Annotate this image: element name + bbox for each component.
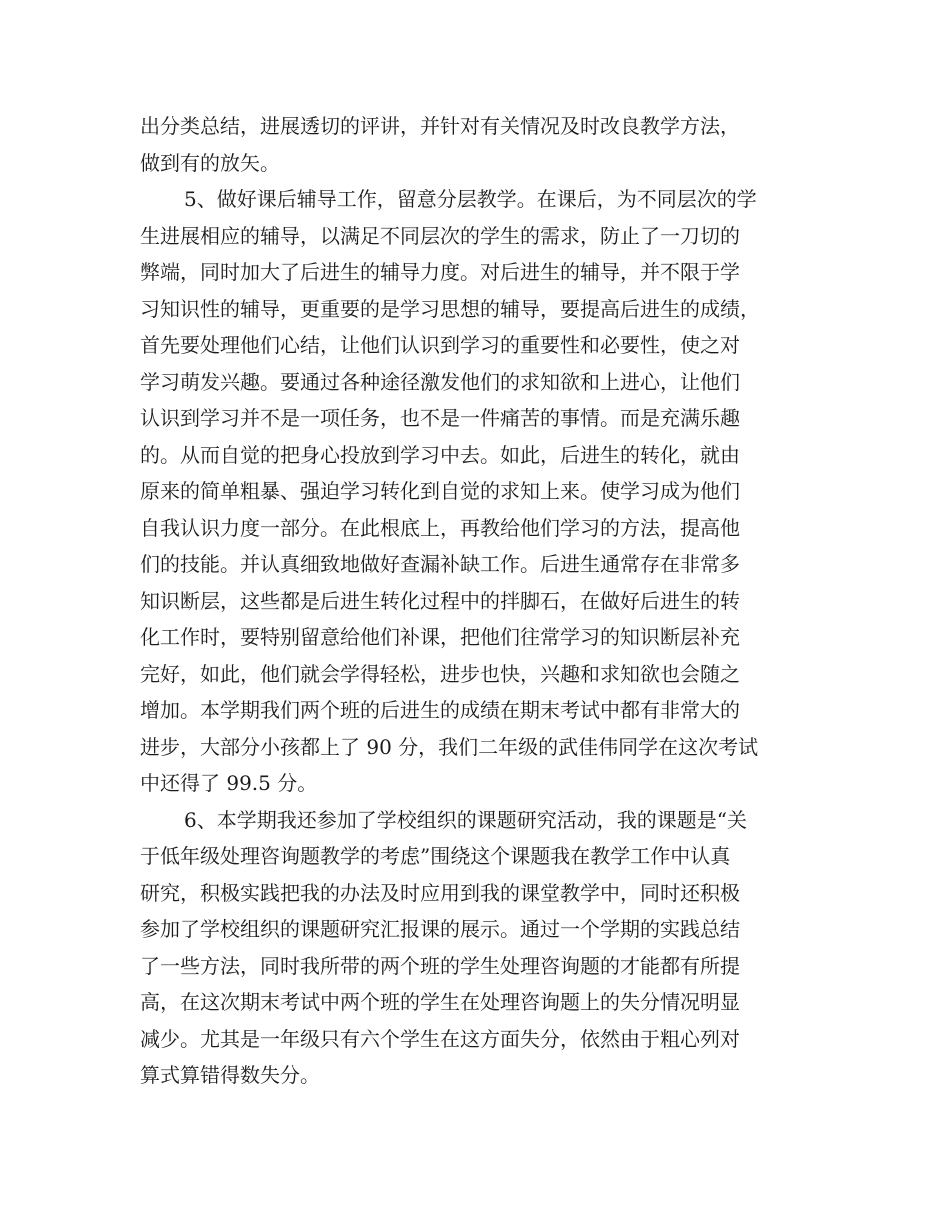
text-line: 高，在这次期末考试中两个班的学生在处理咨询题上的失分情况明显 [140,990,740,1014]
text-line: 的。从而自觉的把身心投放到学习中去。如此，后进生的转化，就由 [140,442,740,467]
document-body [140,108,830,1094]
text-line: 进步，大部分小孩都上了 90 分，我们二年级的武佳伟同学在这次考试 [140,734,759,759]
text-line: 弊端，同时加大了后进生的辅导力度。对后进生的辅导，并不限于学 [140,260,740,284]
text-line: 化工作时，要特别留意给他们补课，把他们往常学习的知识断层补充 [140,625,740,649]
text-line: 自我认识力度一部分。在此根底上，再教给他们学习的方法，提高他 [140,515,740,540]
text-line: 中还得了 99.5 分。 [140,771,318,795]
text-line: 原来的简单粗暴、强迫学习转化到自觉的求知上来。使学习成为他们 [140,479,740,503]
paragraph-first-line: 6、本学期我还参加了学校组织的课题研究活动，我的课题是“关 [184,807,747,832]
text-line: 研究，积极实践把我的办法及时应用到我的课堂教学中，同时还积极 [140,880,740,905]
text-line: 首先要处理他们心结，让他们认识到学习的重要性和必要性，使之对 [140,333,740,357]
text-line: 出分类总结，进展透切的评讲，并针对有关情况及时改良教学方法， [140,114,740,138]
text-line: 增加。本学期我们两个班的后进生的成绩在期末考试中都有非常大的 [140,698,740,722]
text-line: 习知识性的辅导，更重要的是学习思想的辅导，要提高后进生的成绩， [140,296,760,321]
text-line: 做到有的放矢。 [140,150,280,175]
text-line: 生进展相应的辅导，以满足不同层次的学生的需求，防止了一刀切的 [140,223,740,248]
text-line: 们的技能。并认真细致地做好查漏补缺工作。后进生通常存在非常多 [140,552,740,576]
text-line: 完好，如此，他们就会学得轻松，进步也快，兴趣和求知欲也会随之 [140,661,740,686]
text-line: 于低年级处理咨询题教学的考虑”围绕这个课题我在教学工作中认真 [140,844,731,868]
paragraph-first-line: 5、做好课后辅导工作，留意分层教学。在课后，为不同层次的学 [184,187,757,211]
text-line: 了一些方法，同时我所带的两个班的学生处理咨询题的才能都有所提 [140,953,740,978]
text-line: 参加了学校组织的课题研究汇报课的展示。通过一个学期的实践总结 [140,917,740,941]
text-line: 算式算错得数失分。 [140,1063,320,1087]
text-line: 学习萌发兴趣。要通过各种途径激发他们的求知欲和上进心，让他们 [140,369,740,394]
text-line: 知识断层，这些都是后进生转化过程中的拌脚石，在做好后进生的转 [140,588,740,613]
text-line: 减少。尤其是一年级只有六个学生在这方面失分，依然由于粗心列对 [140,1026,740,1051]
text-line: 认识到学习并不是一项任务，也不是一件痛苦的事情。而是充满乐趣 [140,406,740,430]
